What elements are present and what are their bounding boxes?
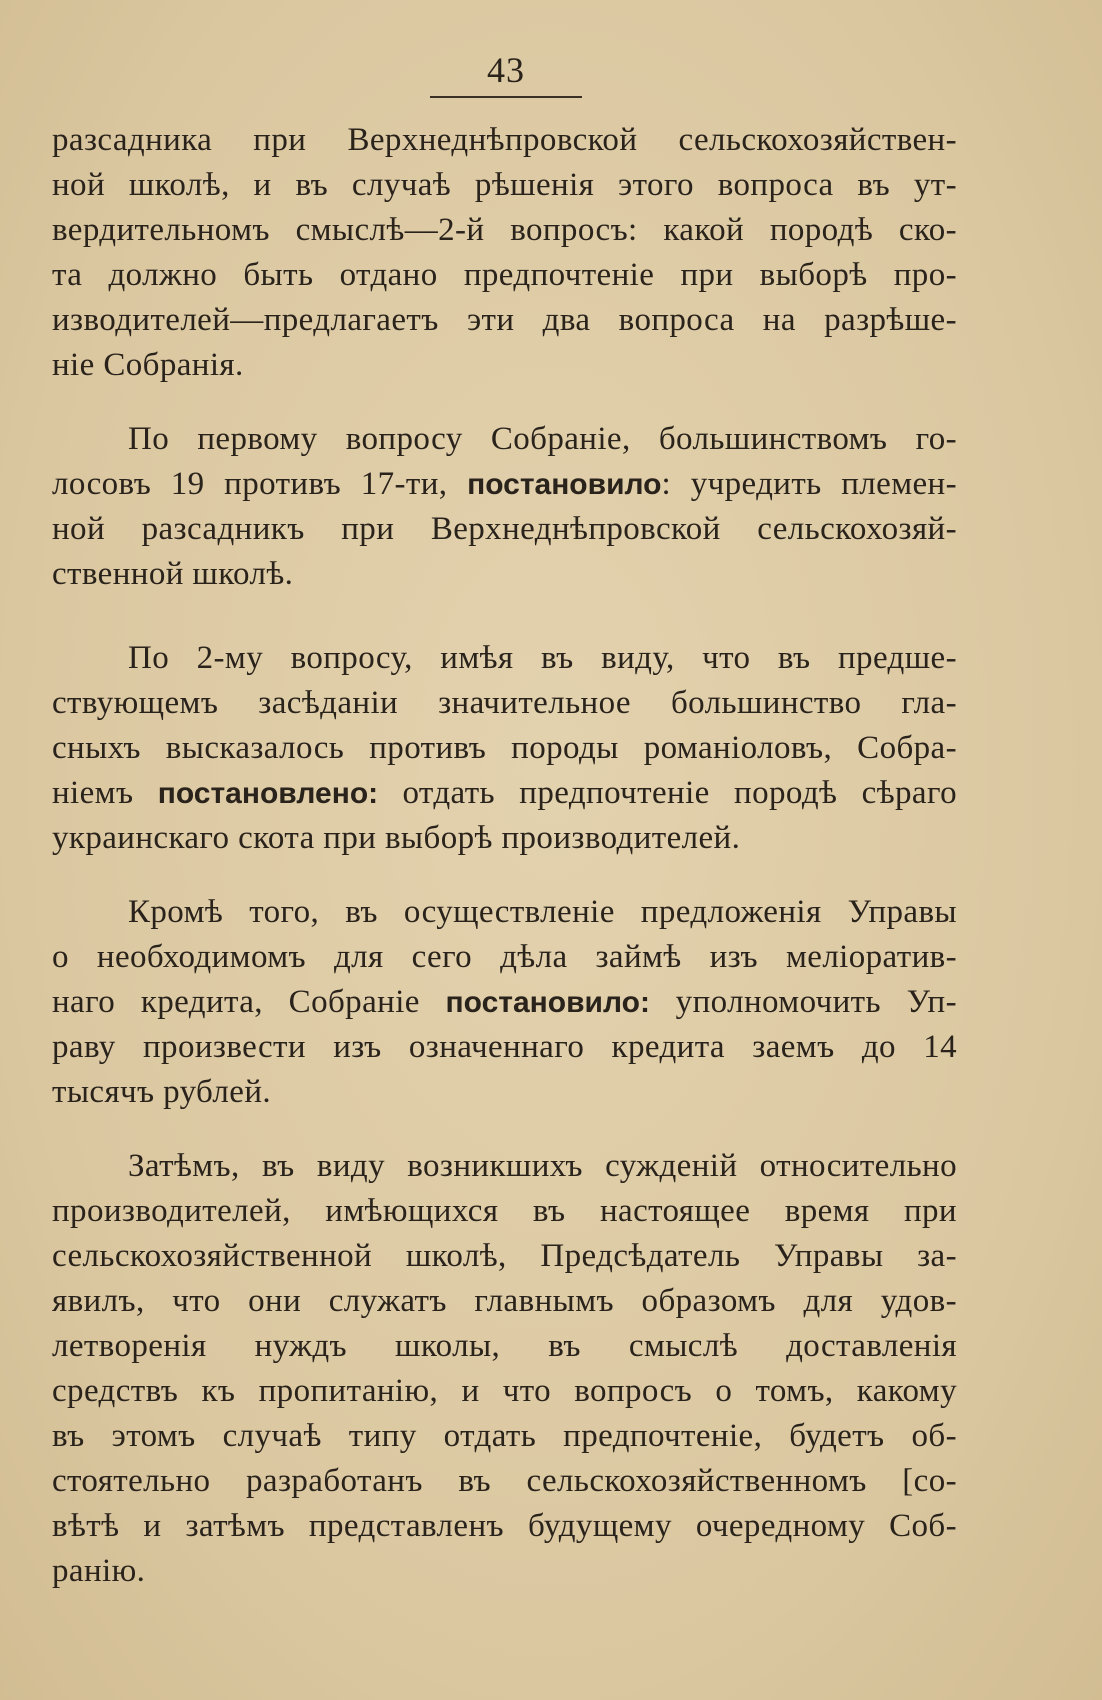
text-segment: уполномочить Уп- [649, 984, 957, 1020]
text-segment: явилъ, что они служатъ главнымъ образомъ для удов- [52, 1283, 957, 1319]
text-line [52, 163, 957, 208]
text-segment: стоятельно разработанъ въ сельскохозяйственномъ [со- [52, 1463, 957, 1499]
text-segment: разсадника при Верхнеднѣпровской сельскохозяйствен- [52, 122, 957, 158]
text-line [52, 298, 957, 343]
text-line [52, 253, 957, 298]
text-line [52, 343, 957, 388]
text-segment: о необходимомъ для сего дѣла займѣ изъ меліоратив- [52, 939, 957, 975]
text-segment: сныхъ высказалось противъ породы романіоловъ, Собра- [52, 730, 957, 766]
paragraph-1 [52, 118, 957, 388]
text-line [52, 1324, 957, 1369]
text-line [52, 636, 957, 681]
text-segment: : учредить племен- [661, 466, 957, 502]
text-line [52, 1504, 957, 1549]
text-segment: ніе Собранія. [52, 347, 244, 383]
paragraph-4 [52, 890, 957, 1115]
text-segment: средствъ къ пропитанію, и что вопросъ о томъ, какому [52, 1373, 957, 1409]
text-segment: изводителей—предлагаетъ эти два вопроса на разрѣше- [52, 302, 957, 338]
text-line [52, 552, 957, 597]
text-segment: та должно быть отдано предпочтеніе при выборѣ про- [52, 257, 957, 293]
text-segment: лосовъ 19 противъ 17-ти, [52, 466, 468, 502]
page-header [430, 48, 582, 98]
text-segment: въ этомъ случаѣ типу отдать предпочтеніе, будетъ об- [52, 1418, 957, 1454]
text-segment: сельскохозяйственной школѣ, Предсѣдатель Управы за- [52, 1238, 957, 1274]
text-line [52, 1369, 957, 1414]
text-line [52, 462, 957, 507]
paragraph-2 [52, 417, 957, 597]
text-line [52, 208, 957, 253]
text-segment: наго кредита, Собраніе [52, 984, 446, 1020]
text-line [52, 771, 957, 816]
text-line [52, 1025, 957, 1070]
emphasis-text: постановило [467, 468, 662, 501]
text-line [52, 1070, 957, 1115]
text-segment: Кромѣ того, въ осуществленіе предложенія Управы [128, 894, 957, 930]
text-segment: отдать предпочтеніе породѣ сѣраго [378, 775, 957, 811]
text-line [52, 681, 957, 726]
text-segment: украинскаго скота при выборѣ производителей. [52, 820, 741, 856]
text-segment: ранію. [52, 1553, 146, 1589]
text-line [52, 118, 957, 163]
text-segment: По первому вопросу Собраніе, большинствомъ го- [128, 421, 957, 457]
text-segment: ной школѣ, и въ случаѣ рѣшенія этого вопроса въ ут- [52, 167, 957, 203]
page-number: 43 [487, 50, 525, 90]
text-line [52, 1189, 957, 1234]
text-segment: вердительномъ смыслѣ—2-й вопросъ: какой породѣ ско- [52, 212, 957, 248]
text-line [52, 1144, 957, 1189]
header-rule [430, 96, 582, 98]
text-segment: ной разсадникъ при Верхнеднѣпровской сельскохозяй- [52, 511, 957, 547]
text-line [52, 1549, 957, 1594]
text-line [52, 935, 957, 980]
text-segment: тысячъ рублей. [52, 1074, 272, 1110]
text-line [52, 726, 957, 771]
text-segment: ствующемъ засѣданіи значительное большинство гла- [52, 685, 957, 721]
paragraph-3 [52, 636, 957, 861]
text-line [52, 1279, 957, 1324]
text-segment: вѣтѣ и затѣмъ представленъ будущему очередному Соб- [52, 1508, 957, 1544]
text-line [52, 980, 957, 1025]
text-segment: Затѣмъ, въ виду возникшихъ сужденій относительно [128, 1148, 957, 1184]
text-segment: летворенія нуждъ школы, въ смыслѣ доставленія [52, 1328, 957, 1364]
text-line [52, 890, 957, 935]
text-segment: ственной школѣ. [52, 556, 294, 592]
text-line [52, 1234, 957, 1279]
text-line [52, 816, 957, 861]
text-line [52, 1414, 957, 1459]
paragraph-5 [52, 1144, 957, 1594]
emphasis-text: постановило: [445, 986, 650, 1019]
text-segment: раву произвести изъ означеннаго кредита заемъ до 14 [52, 1029, 957, 1065]
emphasis-text: постановлено: [157, 777, 379, 810]
text-line [52, 1459, 957, 1504]
text-segment: ніемъ [52, 775, 158, 811]
text-segment: производителей, имѣющихся въ настоящее время при [52, 1193, 957, 1229]
text-line [52, 417, 957, 462]
text-line [52, 507, 957, 552]
text-segment: По 2-му вопросу, имѣя въ виду, что въ предше- [128, 640, 957, 676]
